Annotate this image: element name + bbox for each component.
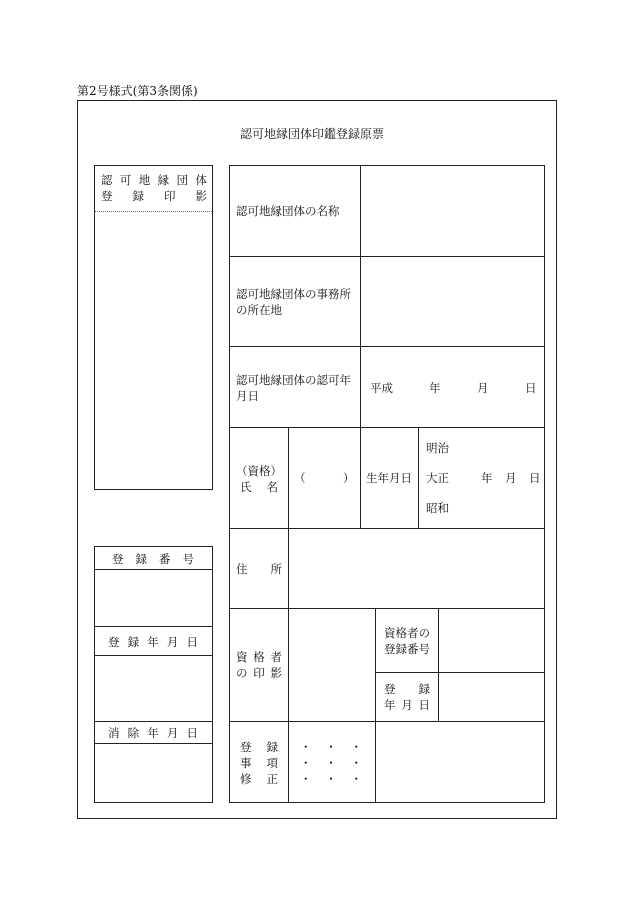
holder-registration-date-label-line2: 年 月 日: [384, 698, 430, 712]
address-label: 住 所: [236, 562, 282, 576]
holder-seal-label-line2: の 印 影: [236, 666, 282, 680]
seal-box: [94, 165, 213, 490]
seal-box-dotted-divider: [95, 211, 212, 212]
qualification-paren-close: ）: [343, 471, 355, 485]
holder-registration-date-label-line1: 登 録: [384, 682, 430, 696]
office-address-label-line2: の所在地: [236, 303, 282, 317]
amendment-label-line1: 登 録: [240, 740, 278, 754]
office-address-label-line1: 認可地縁団体の事務所: [236, 287, 351, 301]
registration-number-label: 登 録 番 号: [112, 552, 194, 566]
amendment-dots-line3: ・ ・ ・: [300, 772, 362, 786]
era-taisho: 大正: [426, 471, 449, 485]
era-showa: 昭和: [426, 501, 449, 515]
deletion-date-label: 消 除 年 月 日: [108, 726, 198, 740]
approval-date-label-line1: 認可地縁団体の認可年: [236, 373, 351, 387]
person-name-label: 氏 名: [240, 480, 278, 494]
approval-month-unit: 月: [477, 381, 489, 395]
era-meiji: 明治: [426, 441, 449, 455]
birth-year-unit: 年: [481, 471, 493, 485]
amendment-dots-line1: ・ ・ ・: [300, 740, 362, 754]
approval-day-unit: 日: [525, 381, 537, 395]
birth-day-unit: 日: [529, 471, 541, 485]
amendment-dots-line2: ・ ・ ・: [300, 756, 362, 770]
amendment-label-line3: 修 正: [240, 772, 278, 786]
seal-box-heading-line2: 登 録 印 影: [101, 189, 207, 203]
organization-name-label: 認可地縁団体の名称: [236, 204, 340, 218]
birth-date-label: 生年月日: [366, 471, 412, 485]
form-title: 認可地縁団体印鑑登録原票: [239, 127, 384, 141]
holder-registration-number-label-line1: 資格者の: [384, 626, 430, 640]
approval-year-unit: 年: [429, 381, 441, 395]
seal-box-heading-line1: 認 可 地 縁 団 体: [101, 173, 207, 187]
holder-registration-number-label-line2: 登録番号: [384, 642, 430, 656]
registration-date-label: 登 録 年 月 日: [108, 635, 198, 649]
holder-seal-label-line1: 資 格 者: [236, 650, 282, 664]
birth-month-unit: 月: [505, 471, 517, 485]
qualification-paren-open: （: [294, 471, 306, 485]
approval-date-label-line2: 月日: [236, 389, 259, 403]
approval-era: 平成: [370, 381, 393, 395]
form-number: 第2号様式(第3条関係): [77, 84, 198, 98]
amendment-label-line2: 事 項: [240, 756, 278, 770]
qualification-label: （資格）: [236, 464, 282, 478]
